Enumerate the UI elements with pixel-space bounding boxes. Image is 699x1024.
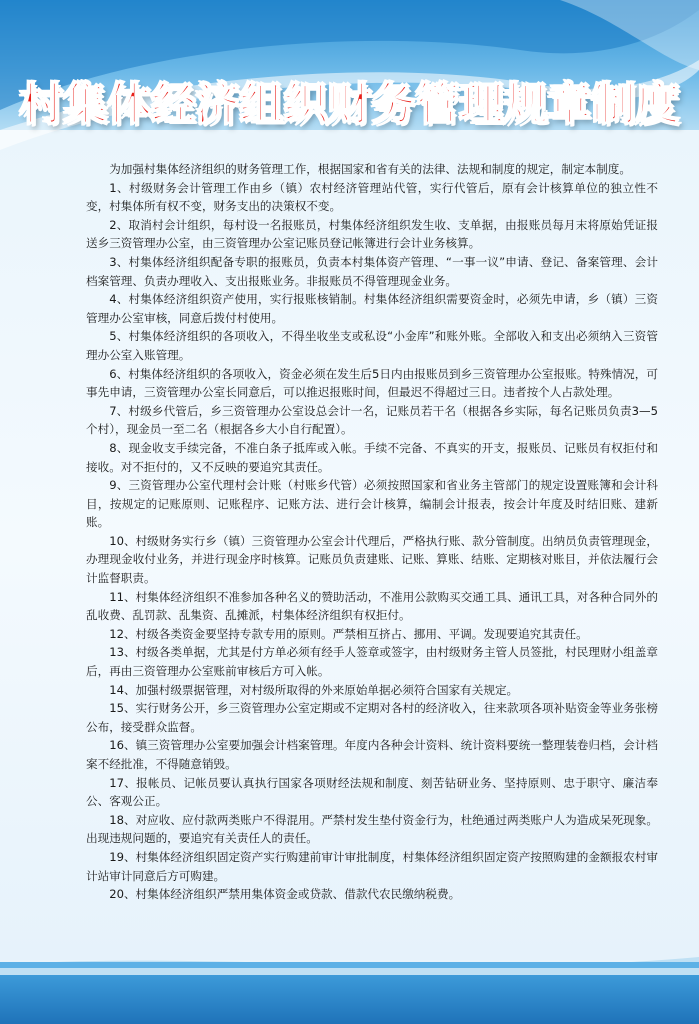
title-banner	[0, 60, 699, 140]
article-7: 7、村级乡代管后，乡三资管理办公室设总会计一名，记账员若干名（根据各乡实际，每名记账员负责3—5个村），现金员一至二名（根据各乡大小自行配置）。	[86, 403, 658, 437]
footer-stripe	[0, 962, 699, 968]
article-16: 16、镇三资管理办公室要加强会计档案管理。年度内各种会计资料、统计资料要统一整理装卷归档，会计档案不经批准，不得随意销毁。	[86, 738, 658, 771]
article-12: 12、村级各类资金要坚持专款专用的原则。严禁相互挤占、挪用、平调。发现要追究其责任。	[109, 626, 588, 641]
article-20: 20、村集体经济组织严禁用集体资金或贷款、借款代农民缴纳税费。	[109, 887, 461, 902]
article-6: 6、村集体经济组织的各项收入，资金必须在发生后5日内由报账员到乡三资管理办公室报账。特殊情况，可事先申请，三资管理办公室长同意后，可以推迟报账时间，但最迟不得超过三日。违者按个人占款处理。	[86, 366, 658, 400]
article-10: 10、村级财务实行乡（镇）三资管理办公室会计代理后，严格执行账、款分管制度。出纳员负责管理现金，办理现金收付业务，并进行现金序时核算。记账员负责建账、记账、算账、结账、定期核对账目，并依法履行会计监督职责。	[86, 533, 658, 586]
article-5: 5、村集体经济组织的各项收入，不得坐收坐支或私设“小金库”和账外账。全部收入和支出必须纳入三资管理办公室入账管理。	[86, 329, 658, 362]
article-11: 11、村集体经济组织不准参加各种名义的赞助活动，不准用公款购买交通工具、通讯工具，对各种合同外的乱收费、乱罚款、乱集资、乱摊派，村集体经济组织有权拒付。	[86, 589, 658, 623]
article-1: 1、村级财务会计管理工作由乡（镇）农村经济管理站代管，实行代管后，原有会计核算单位的独立性不变，村集体所有权不变，财务支出的决策权不变。	[86, 180, 658, 214]
footer-band	[0, 975, 699, 1024]
page-title: 村集体经济组织财务管理规章制度	[19, 79, 680, 130]
article-13: 13、村级各类单据，尤其是付方单必须有经手人签章或签字，由村级财务主管人员签批，村民理财小组盖章后，再由三资管理办公室账前审核后方可入帐。	[86, 645, 658, 679]
article-14: 14、加强村级票据管理，对村级所取得的外来原始单据必须符合国家有关规定。	[109, 682, 519, 697]
article-8: 8、现金收支手续完备，不准白条子抵库或入帐。手续不完备、不真实的开支，报账员、记账员有权拒付和接收。对不拒付的，又不反映的要追究其责任。	[86, 440, 658, 474]
article-17: 17、报帐员、记帐员要认真执行国家各项财经法规和制度、刻苦钻研业务、坚持原则、忠于职守、廉洁奉公、客观公正。	[86, 775, 658, 809]
regulation-content	[86, 160, 658, 904]
article-2: 2、取消村会计组织，每村设一名报账员，村集体经济组织发生收、支单据，由报账员每月末将原始凭证报送乡三资管理办公室，由三资管理办公室记账员登记帐簿进行会计业务核算。	[86, 217, 658, 251]
article-19: 19、村集体经济组织固定资产实行购建前审计审批制度，村集体经济组织固定资产按照购建的金额报农村审计站审计同意后方可购建。	[86, 849, 658, 883]
article-9: 9、三资管理办公室代理村会计账（村账乡代管）必须按照国家和省业务主管部门的规定设置账簿和会计科目，按规定的记账原则、记账程序、记账方法、进行会计核算，编制会计报表，按会计年度及时结旧账、建新账。	[86, 478, 658, 530]
article-18: 18、对应收、应付款两类账户不得混用。严禁村发生垫付资金行为，杜绝通过两类账户人为造成呆死现象。出现违规问题的，要追究有关责任人的责任。	[86, 812, 658, 846]
article-15: 15、实行财务公开，乡三资管理办公室定期或不定期对各村的经济收入，往来款项各项补贴资金等业务张榜公布，接受群众监督。	[86, 701, 658, 734]
intro-paragraph: 为加强村集体经济组织的财务管理工作，根据国家和省有关的法律、法规和制度的规定，制定本制度。	[109, 162, 631, 176]
article-3: 3、村集体经济组织配备专职的报账员，负责本村集体资产管理、“一事一议”申请、登记、备案管理、会计档案管理、负责办理收入、支出报账业务。非报账员不得管理现金业务。	[86, 254, 658, 288]
article-4: 4、村集体经济组织资产使用，实行报账核销制。村集体经济组织需要资金时，必须先申请，乡（镇）三资管理办公室审核，同意后拨付村使用。	[86, 292, 658, 325]
